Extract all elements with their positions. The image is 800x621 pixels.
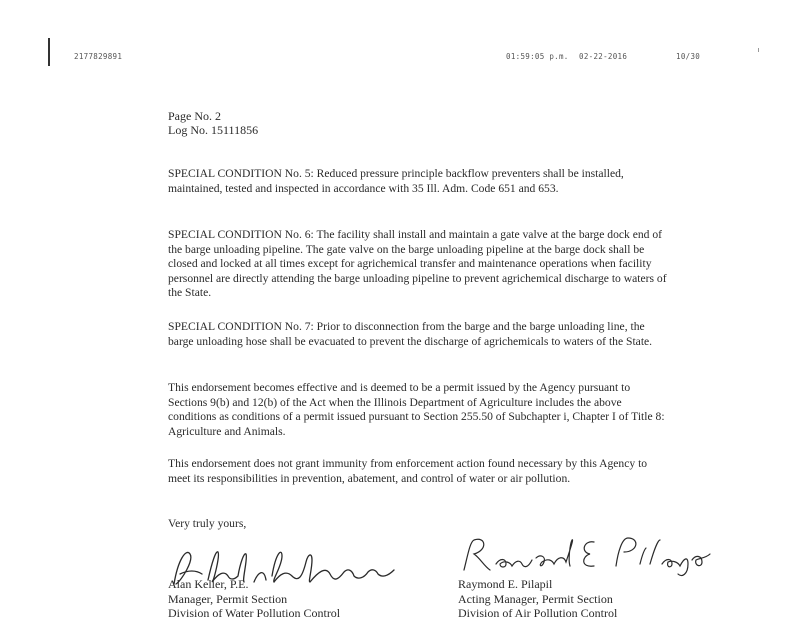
page-edge-mark (48, 38, 50, 66)
special-condition-6: SPECIAL CONDITION No. 6: The facility shall install and maintain a gate valve at the barge dock end of the barge unloading pipeline. The gate valve on the barge unloading pipeline at the barge dock shall be closed and locked at all times except for agrichemical transfer and maintenance operations when facility personnel are directly attending the barge unloading pipeline to prevent agrichemical discharge to waters of the State. (168, 228, 667, 300)
fax-date: 02-22-2016 (579, 52, 628, 61)
signatory-left (168, 577, 340, 621)
signatory-right-title: Acting Manager, Permit Section (458, 591, 613, 606)
effective-paragraph: This endorsement becomes effective and is deemed to be a permit issued by the Agency pursuant to Sections 9(b) and 12(b) of the Act when the Illinois Department of Agriculture includes the above conditions as conditions of a permit issued pursuant to Section 255.50 of Subchapter i, Chapter I of Title 8: Agriculture and Animals. (168, 381, 665, 438)
signatory-left-title: Manager, Permit Section (168, 591, 288, 606)
special-condition-7: SPECIAL CONDITION No. 7: Prior to disconnection from the barge and the barge unloading line, the barge unloading hose shall be evacuated to prevent the discharge of agrichemicals to waters of the State. (168, 320, 653, 348)
signature-raymond-pilapil (456, 530, 716, 582)
closing-salutation: Very truly yours, (168, 517, 247, 530)
signatory-left-division: Division of Water Pollution Control (168, 606, 341, 620)
page-header (168, 109, 258, 137)
fax-page: 10/30 (676, 52, 701, 61)
signatory-left-name: Alan Keller, P.E. (168, 577, 249, 591)
signatory-right (458, 577, 617, 621)
signatory-right-division: Division of Air Pollution Control (458, 606, 618, 620)
scan-speck (758, 48, 759, 52)
special-condition-5: SPECIAL CONDITION No. 5: Reduced pressure principle backflow preventers shall be installed, maintained, tested and inspected in accordance with 35 Ill. Adm. Code 651 and 653. (168, 167, 624, 195)
handwritten-signature-right (456, 530, 716, 582)
signatory-right-name: Raymond E. Pilapil (458, 577, 553, 591)
fax-time: 01:59:05 p.m. (506, 52, 569, 61)
log-number: Log No. 15111856 (168, 123, 259, 137)
fax-number: 2177829891 (74, 52, 123, 61)
immunity-paragraph: This endorsement does not grant immunity from enforcement action found necessary by this Agency to meet its responsibilities in prevention, abatement, and control of water or air pollution. (168, 457, 648, 485)
page-number: Page No. 2 (168, 109, 221, 123)
